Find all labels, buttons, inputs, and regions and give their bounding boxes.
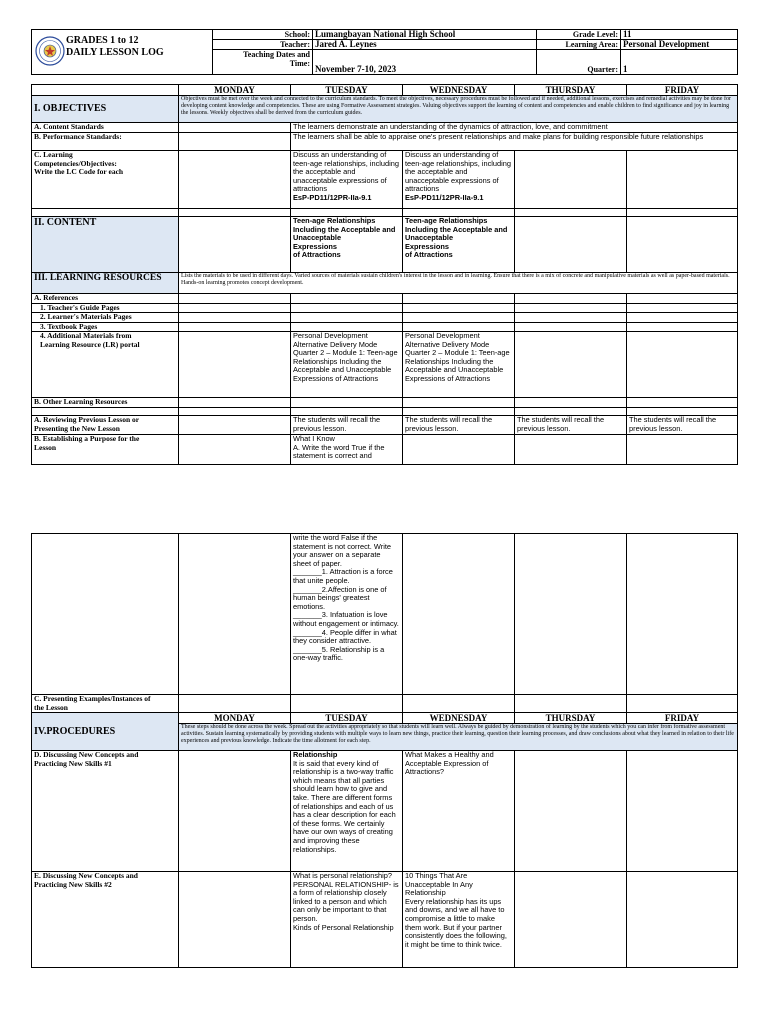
day2-friday: FRIDAY (627, 713, 738, 724)
competency-tuesday: Discuss an understanding of teen-age relationships, including the acceptable and unacceptable expressions of attractions EsP-PD11/12PR-IIa-9.1 (291, 151, 403, 209)
school-value: Lumangbayan National High School (313, 30, 537, 40)
title-line1: GRADES 1 to 12 (66, 35, 139, 46)
additional-materials-tuesday: Personal Development Alternative Delivery Mode Quarter 2 – Module 1: Teen-age Relationships Including the Acceptable and Unacceptable Expressions of Attractions (291, 332, 403, 398)
competencies-label: C. Learning Competencies/Objectives: Write the LC Code for each (32, 151, 179, 209)
content-standards-label: A. Content Standards (32, 123, 179, 133)
title-line2: DAILY LESSON LOG (66, 47, 164, 58)
grade-label: Grade Level: (537, 30, 621, 40)
lesson-table-page1 (31, 84, 737, 465)
purpose-label: B. Establishing a Purpose for the Lesson (32, 435, 179, 465)
day2-monday: MONDAY (179, 713, 291, 724)
teacher-label: Teacher: (213, 40, 313, 50)
lesson-table-page2 (31, 533, 737, 968)
content-standards-text: The learners demonstrate an understanding of the dynamics of attraction, love, and commitment (291, 123, 738, 133)
day-friday: FRIDAY (627, 85, 738, 96)
resources-note: Lists the materials to be used in different days. Varied sources of materials sustain children's interest in the lesson and in learning. Ensure that there is a mix of concrete and manipulative materials as well as paper-based materials. Hands-on learning promotes concept development. (179, 273, 738, 294)
learners-materials-label: 2. Learner's Materials Pages (32, 313, 179, 323)
teacher-value: Jared A. Leynes (313, 40, 537, 50)
reviewing-wednesday: The students will recall the previous lesson. (403, 416, 515, 435)
discussing-2-tuesday: What is personal relationship? PERSONAL RELATIONSHIP- is a form of relationship closely linked to a person and which can only be important to that person. Kinds of Personal Relationship (291, 872, 403, 968)
performance-standards-text: The learners shall be able to appraise one's present relationships and make plans for building responsible future relationships (291, 133, 738, 151)
grade-value: 11 (621, 30, 738, 40)
textbook-label: 3. Textbook Pages (32, 322, 179, 332)
competency-wednesday: Discuss an understanding of teen-age relationships, including the acceptable and unacceptable expressions of attractions EsP-PD11/12PR-IIa-9.1 (403, 151, 515, 209)
references-label: A. References (32, 294, 179, 304)
performance-standards-label: B. Performance Standards: (32, 133, 179, 151)
day-thursday: THURSDAY (515, 85, 627, 96)
objectives-heading: I. OBJECTIVES (32, 96, 179, 123)
day2-tuesday: TUESDAY (291, 713, 403, 724)
reviewing-tuesday: The students will recall the previous lesson. (291, 416, 403, 435)
reviewing-friday: The students will recall the previous lesson. (627, 416, 738, 435)
title-cell (32, 30, 213, 75)
content-topic-wednesday: Teen-age Relationships Including the Acceptable and Unacceptable Expressions of Attractions (403, 217, 515, 273)
content-topic-tuesday: Teen-age Relationships Including the Acceptable and Unacceptable Expressions of Attractions (291, 217, 403, 273)
procedures-heading: IV.PROCEDURES (32, 713, 179, 751)
day2-wednesday: WEDNESDAY (403, 713, 515, 724)
other-resources-label: B. Other Learning Resources (32, 398, 179, 408)
day-tuesday: TUESDAY (291, 85, 403, 96)
discussing-1-tuesday: Relationship It is said that every kind of relationship is a two-way traffic which means that all parties should learn how to give and take. There are different forms of relationships and each of us has a clear description for each of these forms. We certainly have our own ways of creating and improving these relationships. (291, 751, 403, 872)
school-label: School: (213, 30, 313, 40)
quarter-value: 1 (621, 50, 738, 75)
discussing-1-wednesday: What Makes a Healthy and Acceptable Expression of Attractions? (403, 751, 515, 872)
resources-heading: III. LEARNING RESOURCES (32, 273, 179, 294)
day-monday: MONDAY (179, 85, 291, 96)
discussing-1-label: D. Discussing New Concepts and Practicing New Skills #1 (32, 751, 179, 872)
dates-value: November 7-10, 2023 (313, 50, 537, 75)
dates-label-2: Time: (289, 59, 310, 69)
reviewing-label: A. Reviewing Previous Lesson or Presenting the New Lesson (32, 416, 179, 435)
teachers-guide-label: 1. Teacher's Guide Pages (32, 303, 179, 313)
quarter-label: Quarter: (537, 50, 621, 75)
purpose-tuesday-continued: write the word False if the statement is not correct. Write your answer on a separate sheet of paper. _______1. Attraction is a force that unite people. _______2.Affection is one of human beings' greatest emotions. _______3. Infatuation is love without engagement or intimacy. _______4. People differ in what they consider attractive. _______5. Relationship is a one-way traffic. (291, 534, 403, 695)
presenting-examples-label: C. Presenting Examples/Instances of the Lesson (32, 695, 179, 713)
reviewing-thursday: The students will recall the previous lesson. (515, 416, 627, 435)
deped-seal-icon (35, 36, 65, 66)
content-heading: II. CONTENT (32, 217, 179, 273)
objectives-note: Objectives must be met over the week and connected to the curriculum standards. To meet the objectives, necessary procedures must be followed and if needed, additional lessons, exercises and remedial activities may be done for developing content knowledge and competencies. These are using Formative Assessment strategies. Valuing objectives support the learning of content and competencies and enable children to find significance and joy in learning the lessons. Weekly objectives shall be derived from the curriculum guides. (179, 96, 738, 123)
discussing-2-wednesday: 10 Things That Are Unacceptable In Any Relationship Every relationship has its ups and downs, and we all have to compromise a little to make them work. But if your partner consistently does the following, it might be time to think twice. (403, 872, 515, 968)
discussing-2-label: E. Discussing New Concepts and Practicing New Skills #2 (32, 872, 179, 968)
procedures-note: These steps should be done across the week. Spread out the activities appropriately so that students will learn well. Always be guided by demonstration of learning by the students which you can infer from formative assessment activities. Sustain learning systematically by providing students with multiple ways to learn new things, practice their learning, question their learning processes, and draw conclusions about what they learned in relation to their life experiences and previous knowledge. Indicate the time allotment for each step. (179, 724, 738, 751)
area-label: Learning Area: (537, 40, 621, 50)
additional-materials-wednesday: Personal Development Alternative Delivery Mode Quarter 2 – Module 1: Teen-age Relationships Including the Acceptable and Unacceptable Expressions of Attractions (403, 332, 515, 398)
day2-thursday: THURSDAY (515, 713, 627, 724)
purpose-tuesday: What I Know A. Write the word True if the statement is correct and (291, 435, 403, 465)
additional-materials-label: 4. Additional Materials from Learning Resource (LR) portal (32, 332, 179, 398)
day-wednesday: WEDNESDAY (403, 85, 515, 96)
area-value: Personal Development (621, 40, 738, 50)
dates-label-1: Teaching Dates and (243, 50, 310, 60)
header-block (31, 29, 737, 75)
